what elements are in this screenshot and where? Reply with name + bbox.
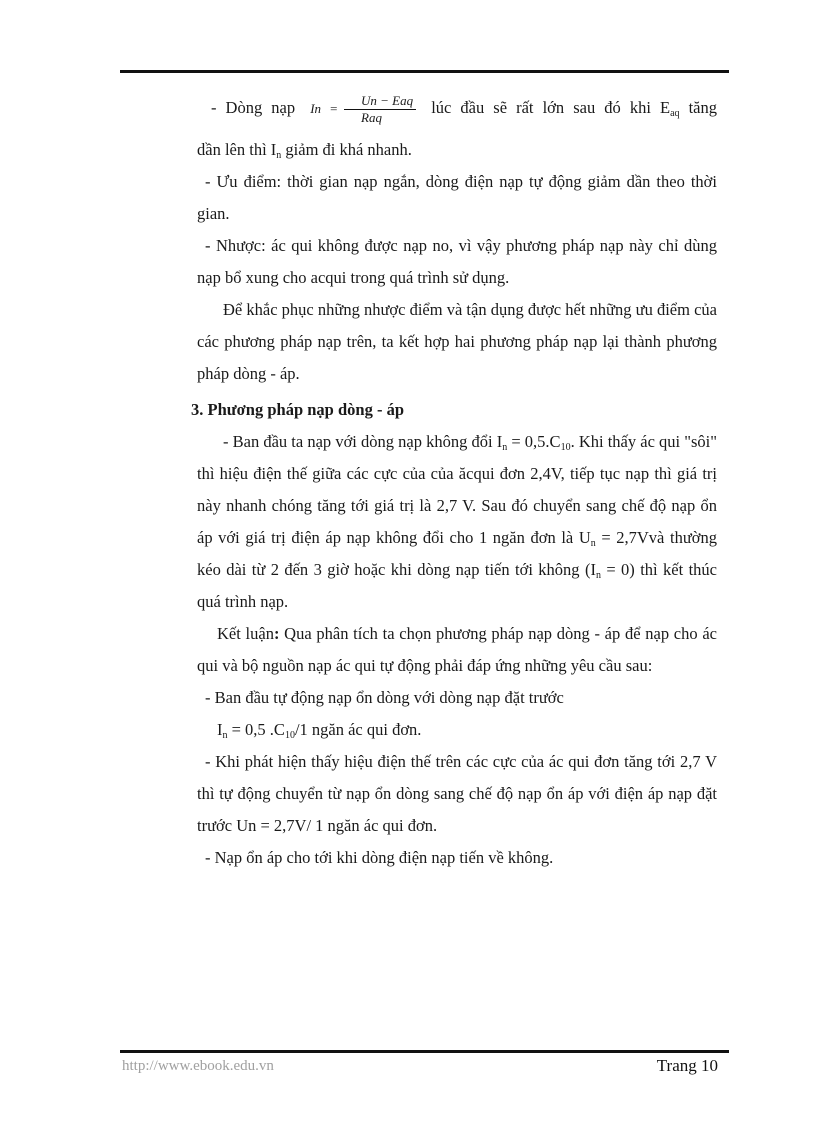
paragraph-method-description: [197, 426, 717, 618]
text-run: = 0,5.C: [507, 431, 561, 451]
paragraph-overcome: Để khắc phục những nhược điểm và tận dụng được hết những ưu điểm của các phương pháp nạp trên, ta kết hợp hai phương pháp nạp lại thành phương pháp dòng - áp.: [197, 299, 717, 383]
text-run: = 0) thì kết thúc quá trình nạp.: [197, 559, 717, 611]
text-run: lúc đầu sẽ rất lớn sau đó khi E: [431, 98, 671, 117]
text-run: - Dòng nạp: [211, 98, 296, 117]
footer-url[interactable]: http://www.ebook.edu.vn: [122, 1058, 274, 1074]
text-run: giảm đi khá nhanh.: [281, 139, 412, 159]
text-run: Qua phân tích ta chọn phương pháp nạp dòng - áp để nạp cho ác qui và bộ nguồn nạp ác qui tự động phải đáp ứng những yêu cầu sau:: [197, 623, 717, 675]
subscript: n: [590, 537, 596, 549]
page-number: Trang 10: [656, 1056, 718, 1075]
paragraph-advantage: - Ưu điểm: thời gian nạp ngắn, dòng điện nạp tự động giảm dần theo thời gian.: [197, 171, 717, 223]
text-run: I: [217, 719, 223, 739]
requirement-1: - Ban đầu tự động nạp ổn dòng với dòng nạp đặt trước: [205, 687, 564, 707]
formula-lhs: In =: [310, 101, 338, 116]
paragraph-conclusion: [197, 618, 717, 682]
text-run: - Ban đầu ta nạp với dòng nạp không đổi I: [223, 431, 503, 451]
text-run: . Khi thấy ác qui "sôi" thì hiệu điện thế giữa các cực của của ăcqui đơn 2,4V, tiếp tục nạp thì giá trị này nhanh chóng tăng tới giá trị là 2,7 V. Sau đó chuyển sang chế độ nạp ổn áp với giá trị điện áp nạp không đổi cho 1 ngăn đơn là U: [197, 431, 717, 547]
subscript: n: [222, 729, 228, 741]
requirement-1-value: [197, 714, 717, 746]
subscript: n: [276, 149, 282, 161]
fraction-numerator: Un − Eaq: [344, 93, 416, 110]
section-heading: 3. Phương pháp nạp dòng - áp: [191, 399, 405, 419]
text-run: = 0,5 .C: [227, 719, 285, 739]
fraction-denominator: Raq: [361, 109, 382, 125]
header-rule: [120, 70, 729, 73]
fraction-formula: [344, 93, 416, 126]
footer-rule: [120, 1050, 729, 1053]
subscript: n: [595, 569, 601, 581]
paragraph-charging-current: [197, 92, 717, 126]
conclusion-label: Kết luận: [217, 623, 274, 643]
text-run: /1 ngăn ác qui đơn.: [294, 719, 422, 739]
paragraph-disadvantage: - Nhược: ác qui không được nạp no, vì vậy phương pháp nạp này chỉ dùng nạp bổ xung cho acqui trong quá trình sử dụng.: [197, 235, 717, 287]
page-body: [191, 92, 718, 874]
subscript: 10: [560, 441, 571, 453]
subscript: n: [502, 441, 508, 453]
text-run: = 2,7Vvà thường kéo dài từ 2 đến 3 giờ hoặc khi dòng nạp tiến tới không (I: [197, 527, 717, 579]
conclusion-colon: :: [273, 623, 280, 643]
subscript: aq: [670, 108, 680, 119]
subscript: 10: [284, 729, 295, 741]
text-run: tăng: [679, 98, 718, 117]
paragraph-current-decrease: [197, 134, 717, 166]
requirement-3: - Nạp ổn áp cho tới khi dòng điện nạp tiến về không.: [205, 847, 554, 867]
text-run: dần lên thì I: [197, 139, 277, 159]
requirement-2: - Khi phát hiện thấy hiệu điện thế trên các cực của ác qui đơn tăng tới 2,7 V thì tự động chuyển từ nạp ổn dòng sang chế độ nạp ổn áp với điện áp nạp đặt trước Un = 2,7V/ 1 ngăn ác qui đơn.: [197, 751, 717, 835]
